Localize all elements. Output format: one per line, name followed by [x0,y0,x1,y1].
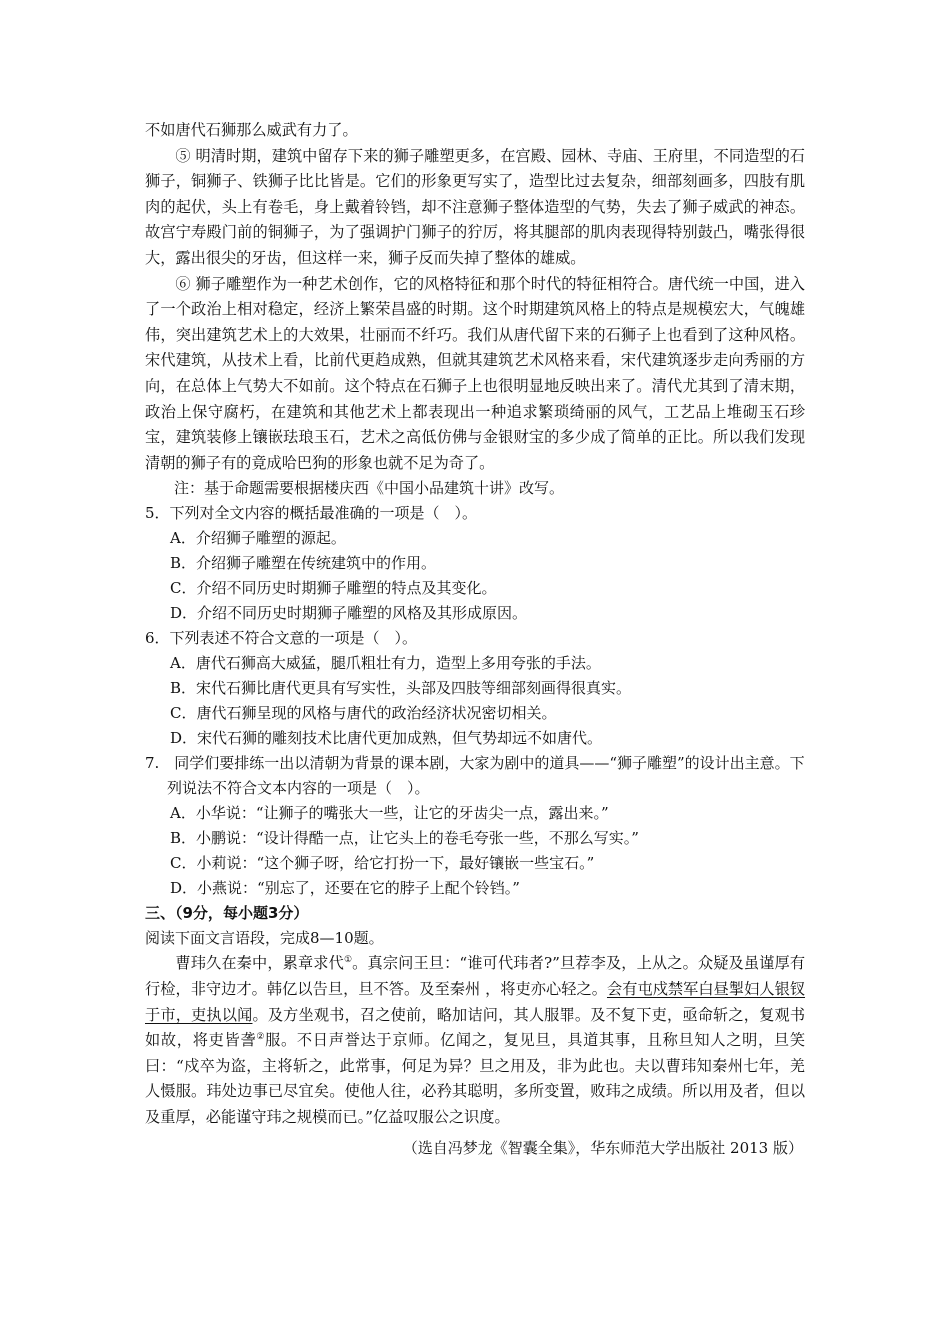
question-stem: 5．下列对全文内容的概括最准确的一项是（ ）。 [145,504,478,523]
footnote-marker-2: ② [256,1032,266,1043]
option-c: C．唐代石狮呈现的风格与唐代的政治经济状况密切相关。 [170,704,557,723]
footnote-marker-1: ① [343,955,353,966]
passage-paragraph-5: ⑤ 明清时期，建筑中留存下来的狮子雕塑更多，在宫殿、园林、寺庙、王府里，不同造型的石狮子，铜狮子、铁狮子比比皆是。它们的形象更写实了，造型比过去复杂，细部刻画多，四肢有肌肉的起伏，头上有卷毛，身上戴着铃铛，却不注意狮子整体造型的气势，失去了狮子威武的神态。故宫宁寿殿门前的铜狮子，为了强调护门狮子的狞厉，将其腿部的肌肉表现得特别鼓凸，嘴张得很大，露出很尖的牙齿，但这样一来，狮子反而失掉了整体的雄威。 [145,146,805,267]
classical-text-part-2: 。真宗问王旦：“谁可代玮者?”旦荐李及，上从之。众疑及虽谨厚有行检，非守边才。韩亿以告旦，旦不答。及至秦州 ，将吏亦心轻之。 [145,954,806,998]
option-b: B．介绍狮子雕塑在传统建筑中的作用。 [170,554,437,573]
passage-paragraph-6: ⑥ 狮子雕塑作为一种艺术创作，它的风格特征和那个时代的特征相符合。唐代统一中国，进入了一个政治上相对稳定，经济上繁荣昌盛的时期。这个时期建筑风格上的特点是规模宏大，气魄雄伟，突出建筑艺术上的大效果，壮丽而不纤巧。我们从唐代留下来的石狮子上也看到了这种风格。宋代建筑，从技术上看，比前代更趋成熟，但就其建筑艺术风格来看，宋代建筑逐步走向秀丽的方向，在总体上气势大不如前。这个特点在石狮子上也很明显地反映出来了。清代尤其到了清末期，政治上保守腐朽，在建筑和其他艺术上都表现出一种追求繁琐绮丽的风气，工艺品上堆砌玉石珍宝，建筑装修上镶嵌珐琅玉石，艺术之高低仿佛与金银财宝的多少成了简单的正比。所以我们发现清朝的狮子有的竟成哈巴狗的形象也就不足为奇了。 [145,274,805,472]
question-stem: 7. 同学们要排练一出以清朝为背景的课本剧，大家为剧中的道具——“狮子雕塑”的设计出主意。下列说法不符合文本内容的一项是（ ）。 [145,754,805,798]
passage-note: 注：基于命题需要根据楼庆西《中国小品建筑十讲》改写。 [174,479,565,498]
classical-text-part-1: 曹玮久在秦中，累章求代 [175,954,344,973]
option-a: A．介绍狮子雕塑的源起。 [170,529,346,548]
question-5 [145,501,805,626]
classical-text-part-3: 。及方坐观书，召之使前，略加诘问，其人服罪。及不复下吏，亟命斩之，复观书如故，将吏皆詟 [145,1005,805,1050]
question-7 [145,751,805,901]
section-instruction: 阅读下面文言语段，完成8—10题。 [145,929,384,948]
source-citation: （选自冯梦龙《智囊全集》，华东师范大学出版社 2013 版） [402,1139,803,1158]
option-d: D．介绍不同历史时期狮子雕塑的风格及其形成原因。 [170,604,528,623]
option-b: B．宋代石狮比唐代更具有写实性，头部及四肢等细部刻画得很真实。 [170,679,632,698]
option-c: C．小莉说：“这个狮子呀，给它打扮一下，最好镶嵌一些宝石。” [170,854,595,873]
question-stem: 6．下列表述不符合文意的一项是（ ）。 [145,629,418,648]
underlined-sentence: 会有屯戍禁军白昼掣妇人银钗于市，吏执以闻 [145,979,806,1024]
option-c: C．介绍不同历史时期狮子雕塑的特点及其变化。 [170,579,497,598]
option-d: D．小燕说：“别忘了，还要在它的脖子上配个铃铛。” [170,879,520,898]
classical-passage [145,951,805,1130]
section-heading: 三、（9分，每小题3分） [145,904,309,923]
question-6 [145,626,805,751]
option-a: A．小华说：“让狮子的嘴张大一些，让它的牙齿尖一点，露出来。” [170,804,609,823]
passage-continuation: 不如唐代石狮那么威武有力了。 [145,121,358,139]
classical-text-part-4: 服。不日声誉达于京师。亿闻之，复见旦，具道其事，且称旦知人之明，旦笑曰：“戍卒为盗，主将斩之，此常事，何足为异？旦之用及，非为此也。夫以曹玮知秦州七年，羌人慑服。玮处边事已尽宜矣。使他人往，必矜其聪明，多所变置，败玮之成绩。所以用及者，但以及重厚，必能谨守玮之规模而已。”亿益叹服公之识度。 [145,1031,806,1126]
option-d: D．宋代石狮的雕刻技术比唐代更加成熟，但气势却远不如唐代。 [170,729,603,748]
exam-page [145,118,805,1161]
option-b: B．小鹏说：“设计得酷一点，让它头上的卷毛夸张一些，不那么写实。” [170,829,639,848]
option-a: A．唐代石狮高大威猛，腿爪粗壮有力，造型上多用夸张的手法。 [170,654,601,673]
